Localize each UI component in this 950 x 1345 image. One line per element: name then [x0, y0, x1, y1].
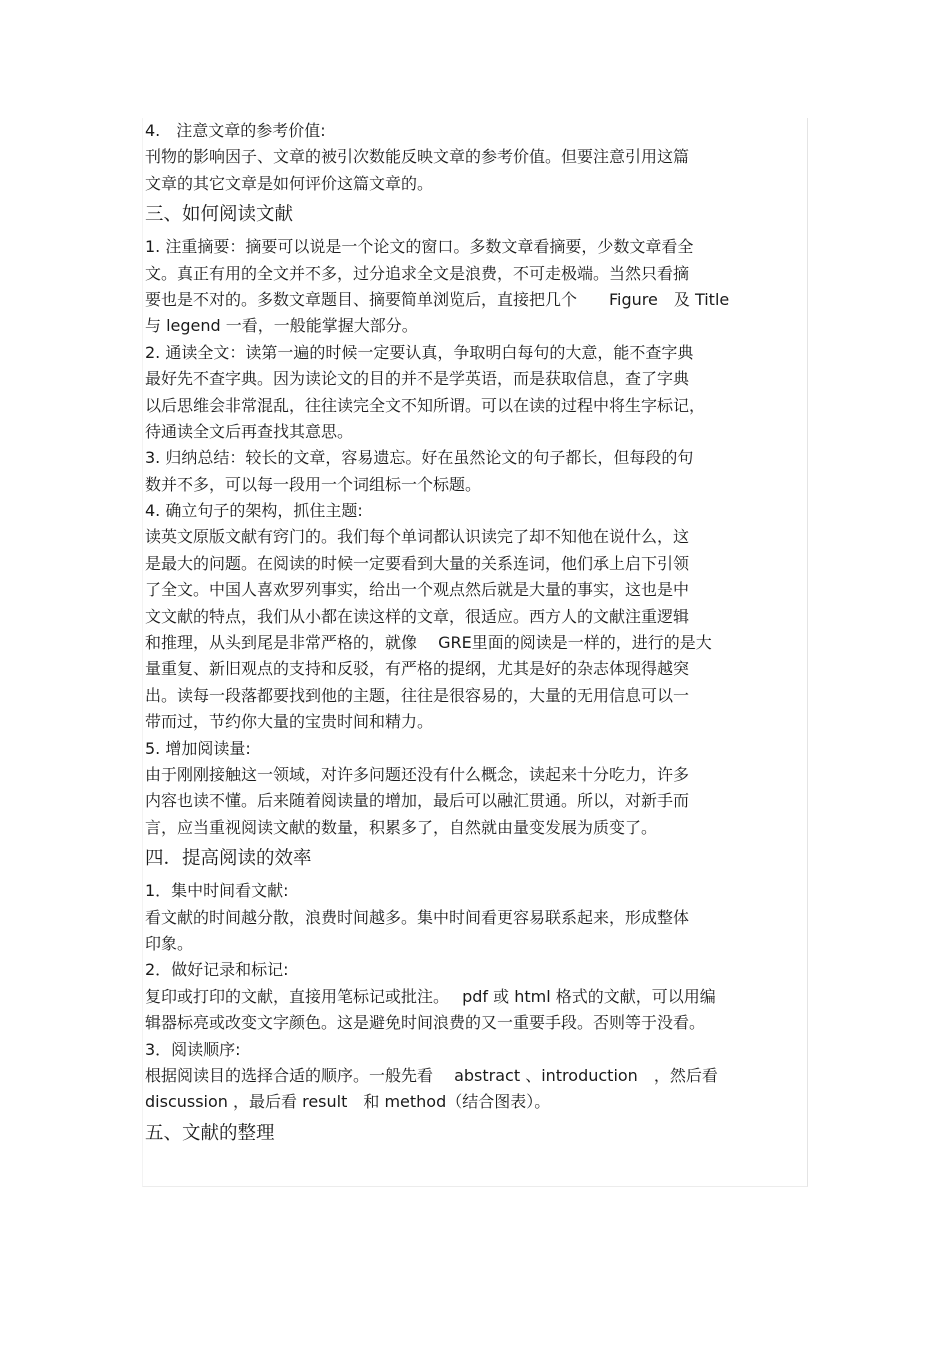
- text-line: 2. 通读全文：读第一遍的时候一定要认真，争取明白每句的大意，能不查字典: [145, 342, 694, 362]
- text-line: 刊物的影响因子、文章的被引次数能反映文章的参考价值。但要注意引用这篇: [145, 147, 690, 167]
- text-line: 2．做好记录和标记:: [145, 960, 289, 980]
- text-line: 1. 注重摘要：摘要可以说是一个论文的窗口。多数文章看摘要，少数文章看全: [145, 237, 694, 257]
- text-line: 出。读每一段落都要找到他的主题，往往是很容易的，大量的无用信息可以一: [145, 685, 690, 705]
- text-line: 根据阅读目的选择合适的顺序。一般先看 abstract 、introduction ，然后看: [145, 1065, 718, 1085]
- text-line: 是最大的问题。在阅读的时候一定要看到大量的关系连词，他们承上启下引领: [145, 553, 690, 573]
- text-line: 量重复、新旧观点的支持和反驳，有严格的提纲，尤其是好的杂志体现得越突: [145, 659, 690, 679]
- text-line: 最好先不查字典。因为读论文的目的并不是学英语，而是获取信息，查了字典: [145, 369, 690, 389]
- text-line: 文章的其它文章是如何评价这篇文章的。: [145, 173, 434, 193]
- text-line: 要也是不对的。多数文章题目、摘要简单浏览后，直接把几个 Figure 及 Title: [145, 289, 730, 309]
- text-line: 与 legend 一看，一般能掌握大部分。: [145, 316, 418, 336]
- text-line: 数并不多，可以每一段用一个词组标一个标题。: [145, 474, 482, 494]
- text-line: 3．阅读顺序:: [145, 1039, 241, 1059]
- text-line: 印象。: [145, 933, 194, 953]
- text-line: 5. 增加阅读量:: [145, 738, 251, 758]
- text-line: 3. 归纳总结：较长的文章，容易遗忘。好在虽然论文的句子都长，但每段的句: [145, 448, 694, 468]
- text-line: 带而过，节约你大量的宝贵时间和精力。: [145, 712, 434, 732]
- section-heading: 四．提高阅读的效率: [145, 848, 312, 870]
- text-line: 读英文原版文献有窍门的。我们每个单词都认识读完了却不知他在说什么，这: [145, 527, 690, 547]
- text-line: 4. 确立句子的架构，抓住主题:: [145, 501, 363, 521]
- text-line: 和推理，从头到尾是非常严格的，就像 GRE里面的阅读是一样的，进行的是大: [145, 633, 712, 653]
- text-line: 内容也读不懂。后来随着阅读量的增加，最后可以融汇贯通。所以，对新手而: [145, 791, 690, 811]
- text-line: 辑器标亮或改变文字颜色。这是避免时间浪费的又一重要手段。否则等于没看。: [145, 1013, 706, 1033]
- text-line: 待通读全文后再查找其意思。: [145, 421, 354, 441]
- text-line: discussion ，最后看 result 和 method（结合图表）。: [145, 1092, 551, 1112]
- document-body: [145, 118, 795, 1153]
- text-line: 了全文。中国人喜欢罗列事实，给出一个观点然后就是大量的事实，这也是中: [145, 580, 690, 600]
- text-line: 文文献的特点，我们从小都在读这样的文章，很适应。西方人的文献注重逻辑: [145, 606, 690, 626]
- text-line: 4. 注意文章的参考价值:: [145, 121, 326, 140]
- text-line: 文。真正有用的全文并不多，过分追求全文是浪费，不可走极端。当然只看摘: [145, 263, 690, 283]
- text-line: 1．集中时间看文献:: [145, 881, 289, 901]
- section-heading: 五、文献的整理: [145, 1122, 275, 1144]
- text-line: 由于刚刚接触这一领域，对许多问题还没有什么概念，读起来十分吃力，许多: [145, 764, 690, 784]
- section-heading: 三、如何阅读文献: [145, 204, 294, 226]
- text-line: 复印或打印的文献，直接用笔标记或批注。 pdf 或 html 格式的文献，可以用编: [145, 986, 716, 1006]
- text-line: 看文献的时间越分散，浪费时间越多。集中时间看更容易联系起来，形成整体: [145, 907, 690, 927]
- text-line: 言，应当重视阅读文献的数量，积累多了，自然就由量变发展为质变了。: [145, 817, 658, 837]
- text-line: 以后思维会非常混乱，往往读完全文不知所谓。可以在读的过程中将生字标记，: [145, 395, 706, 415]
